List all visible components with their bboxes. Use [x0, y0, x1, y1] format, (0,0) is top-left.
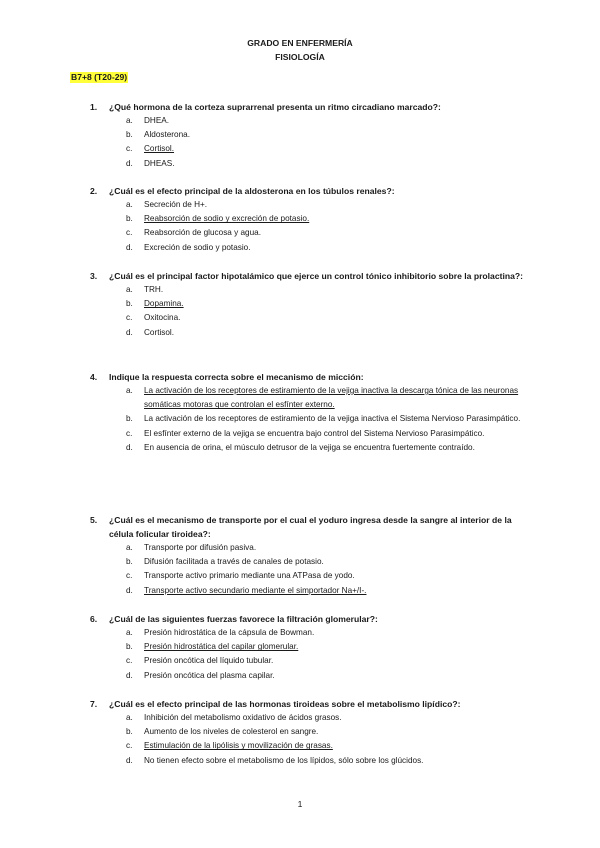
- option-text: Presión oncótica del líquido tubular.: [144, 656, 274, 666]
- option-text: Presión oncótica del plasma capilar.: [144, 670, 275, 680]
- option-a: a. Presión hidrostática de la cápsula de Bowman.: [126, 628, 315, 637]
- question-text: ¿Cuál es el efecto principal de la aldosterona en los túbulos renales?:: [109, 186, 395, 196]
- option-b: b. Aumento de los niveles de colesterol en sangre.: [126, 727, 319, 737]
- option-text: Dopamina.: [144, 299, 184, 309]
- option-text: Estimulación de la lipólisis y movilización de grasas.: [144, 741, 333, 751]
- option-text: Oxitocina.: [144, 313, 181, 323]
- question-text: ¿Cuál es el efecto principal de las hormonas tiroideas sobre el metabolismo lipídico?:: [109, 699, 461, 709]
- question-text: ¿Cuál es el mecanismo de transporte por el cual el yoduro ingresa desde la sangre al interior de la célula folicular tiroidea?:: [109, 515, 512, 539]
- option-c: c. El esfínter externo de la vejiga se encuentra bajo control del Sistema Nervioso Parasimpático.: [126, 428, 485, 438]
- document-title: GRADO EN ENFERMERÍA: [247, 38, 353, 48]
- option-d: d. Cortisol.: [126, 327, 175, 337]
- option-c: c. Reabsorción de glucosa y agua.: [126, 228, 261, 238]
- option-d: d. En ausencia de orina, el músculo detrusor de la vejiga se encuentra fuertemente contraído.: [126, 442, 475, 452]
- option-c: c. Presión oncótica del líquido tubular.: [126, 656, 274, 666]
- option-d: d. Presión oncótica del plasma capilar.: [126, 670, 275, 680]
- option-text: Presión hidrostática de la cápsula de Bowman.: [144, 628, 315, 637]
- option-text: En ausencia de orina, el músculo detrusor de la vejiga se encuentra fuertemente contraído.: [144, 442, 475, 452]
- option-a: a. TRH.: [126, 285, 164, 294]
- option-text: Reabsorción de sodio y excreción de potasio.: [144, 214, 310, 224]
- option-d: d. No tienen efecto sobre el metabolismo de los lípidos, sólo sobre los glúcidos.: [126, 755, 424, 765]
- question-number: 2.: [90, 186, 98, 196]
- option-text: Transporte activo primario mediante una ATPasa de yodo.: [144, 571, 355, 581]
- option-list: [90, 283, 530, 340]
- question-4: [90, 370, 530, 455]
- option-c: c. Oxitocina.: [126, 313, 181, 323]
- question-5: [90, 513, 530, 598]
- option-b-correct: b. Dopamina.: [126, 299, 184, 309]
- option-text: TRH.: [144, 285, 164, 294]
- page-number: 1: [297, 799, 303, 809]
- option-list: [90, 541, 530, 598]
- question-number: 4.: [90, 372, 98, 382]
- option-text: Aldosterona.: [144, 130, 190, 140]
- option-list: [90, 711, 530, 768]
- question-number: 7.: [90, 699, 98, 709]
- option-b: b. La activación de los receptores de estiramiento de la vejiga inactiva el Sistema Nervioso Parasimpático.: [126, 414, 521, 424]
- option-b-correct: b. Reabsorción de sodio y excreción de potasio.: [126, 214, 310, 224]
- option-c-correct: c. Cortisol.: [126, 144, 175, 154]
- question-6: [90, 612, 530, 683]
- option-b-correct: b. Presión hidrostática del capilar glomerular.: [126, 642, 299, 652]
- option-c-correct: c. Estimulación de la lipólisis y movilización de grasas.: [126, 741, 333, 751]
- option-text: Presión hidrostática del capilar glomerular.: [144, 642, 299, 652]
- option-text: DHEAS.: [144, 158, 175, 168]
- question-2: [90, 184, 530, 255]
- option-list: [90, 198, 530, 255]
- question-number: 5.: [90, 515, 98, 525]
- option-text: El esfínter externo de la vejiga se encuentra bajo control del Sistema Nervioso Parasimpático.: [144, 428, 485, 438]
- document-subject: FISIOLOGÍA: [275, 52, 325, 62]
- option-a: a. Secreción de H+.: [126, 200, 208, 209]
- option-text: DHEA.: [144, 116, 170, 125]
- option-a-correct: a. La activación de los receptores de estiramiento de la vejiga inactiva la descarga tónica de las neuronas somáticas motoras que controlan el esfínter externo.: [126, 386, 519, 410]
- question-3: [90, 269, 530, 340]
- option-a: a. Transporte por difusión pasiva.: [126, 543, 257, 552]
- option-d-correct: d. Transporte activo secundario mediante el simportador Na+/I-.: [126, 585, 367, 595]
- question-text: ¿Qué hormona de la corteza suprarrenal presenta un ritmo circadiano marcado?:: [109, 102, 441, 112]
- option-text: La activación de los receptores de estiramiento de la vejiga inactiva la descarga tónica de las neuronas somáticas motoras que controlan el esfínter externo.: [144, 386, 519, 410]
- question-number: 6.: [90, 614, 98, 624]
- question-number: 3.: [90, 271, 98, 281]
- option-d: d. Excreción de sodio y potasio.: [126, 242, 251, 252]
- option-text: Cortisol.: [144, 327, 175, 337]
- option-text: La activación de los receptores de estiramiento de la vejiga inactiva el Sistema Nervioso Parasimpático.: [144, 414, 521, 424]
- option-text: No tienen efecto sobre el metabolismo de los lípidos, sólo sobre los glúcidos.: [144, 755, 424, 765]
- option-text: Excreción de sodio y potasio.: [144, 242, 251, 252]
- option-a: a. DHEA.: [126, 116, 170, 125]
- question-text: ¿Cuál de las siguientes fuerzas favorece la filtración glomerular?:: [109, 614, 378, 624]
- option-list: [90, 114, 530, 171]
- option-text: Difusión facilitada a través de canales de potasio.: [144, 557, 324, 567]
- option-text: Inhibición del metabolismo oxidativo de ácidos grasos.: [144, 713, 342, 722]
- question-7: [90, 697, 530, 768]
- option-text: Reabsorción de glucosa y agua.: [144, 228, 261, 238]
- option-c: c. Transporte activo primario mediante una ATPasa de yodo.: [126, 571, 355, 581]
- option-text: Transporte activo secundario mediante el simportador Na+/I-.: [144, 585, 367, 595]
- option-d: d. DHEAS.: [126, 158, 175, 168]
- block-tag: B7+8 (T20-29): [71, 72, 128, 82]
- option-text: Cortisol.: [144, 144, 175, 154]
- option-text: Aumento de los niveles de colesterol en sangre.: [144, 727, 319, 737]
- option-b: b. Difusión facilitada a través de canales de potasio.: [126, 557, 324, 567]
- option-list: [90, 626, 530, 683]
- option-text: Transporte por difusión pasiva.: [144, 543, 257, 552]
- question-1: [90, 100, 530, 171]
- option-b: b. Aldosterona.: [126, 130, 190, 140]
- question-text: ¿Cuál es el principal factor hipotalámico que ejerce un control tónico inhibitorio sobre la prolactina?:: [109, 271, 523, 281]
- option-a: a. Inhibición del metabolismo oxidativo de ácidos grasos.: [126, 713, 342, 722]
- question-number: 1.: [90, 102, 98, 112]
- option-text: Secreción de H+.: [144, 200, 208, 209]
- question-text: Indique la respuesta correcta sobre el mecanismo de micción:: [109, 372, 364, 382]
- option-list: [90, 384, 530, 455]
